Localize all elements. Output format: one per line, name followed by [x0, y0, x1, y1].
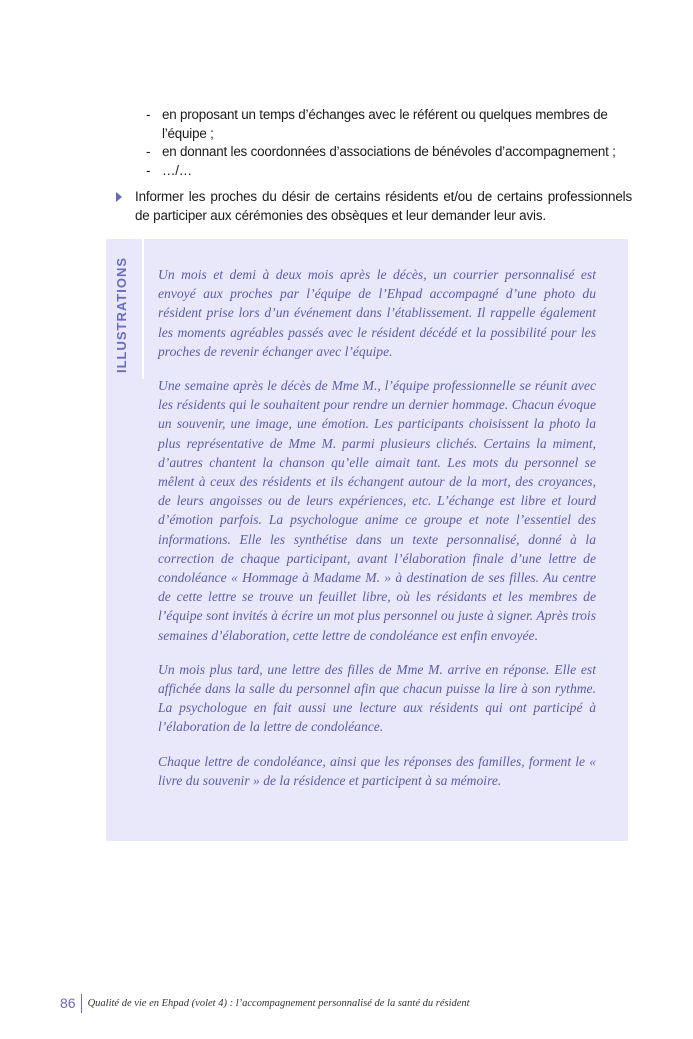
triangle-bullet-icon — [116, 187, 135, 225]
list-item-text: en proposant un temps d’échanges avec le référent ou quelques membres de l’équipe ; — [162, 107, 608, 141]
illustrations-body — [158, 265, 596, 805]
footer-title: Qualité de vie en Ehpad (volet 4) : l’accompagnement personnalisé de la santé du résident — [87, 997, 470, 1009]
dash-list — [146, 106, 632, 180]
dash-mark: - — [146, 144, 151, 159]
illustration-paragraph: Chaque lettre de condoléance, ainsi que les réponses des familles, forment le « livre du souvenir » de la résidence et participent à sa mémoire. — [158, 753, 596, 788]
list-item — [146, 106, 632, 143]
dash-mark: - — [146, 107, 151, 122]
bullet-point — [116, 187, 632, 225]
list-item — [146, 143, 632, 162]
page-footer — [60, 993, 470, 1013]
dash-mark: - — [146, 162, 151, 178]
list-item-text: …/… — [162, 162, 192, 178]
divider — [142, 239, 144, 379]
list-item — [146, 162, 632, 181]
illustrations-side-panel — [106, 239, 141, 379]
bullet-text: Informer les proches du désir de certains résidents et/ou de certains professionnels de participer aux cérémonies des obsèques et leur demander leur avis. — [135, 189, 632, 223]
illustration-paragraph: Un mois plus tard, une lettre des filles de Mme M. arrive en réponse. Elle est affichée dans la salle du personnel afin que chacun puisse la lire à son rythme. La psychologue en fait aussi une lecture aux résidents qui ont participé à l’élaboration de la lettre de condoléance. — [158, 661, 596, 735]
footer-divider — [81, 994, 82, 1013]
illustrations-label: ILLUSTRATIONS — [114, 256, 129, 373]
illustrations-box — [106, 239, 628, 841]
illustration-paragraph: Une semaine après le décès de Mme M., l’équipe professionnelle se réunit avec les résidents qui le souhaitent pour rendre un dernier hommage. Chacun évoque un souvenir, une image, une émotion. Les participants choisissent la photo la plus représentative de Mme M. parmi plusieurs clichés. Certains la miment, d’autres chantent la chanson qu’elle aimait tant. Les mots du personnel se mêlent à ceux des résidents et ils échangent autour de la mort, des croyances, de leurs angoisses ou de leurs expériences, etc. L’échange est libre et lourd d’émotion parfois. La psychologue anime ce groupe et note l’essentiel des informations. Elle les synthétise dans un texte personnalisé, donné à la correction de chaque participant, avant l’élaboration finale d’une lettre de condoléance « Hommage à Madame M. » à destination de ses filles. Au centre de cette lettre se trouve un feuillet libre, où les résidants et les membres de l’équipe sont invités à écrire un mot plus personnel ou juste à signer. Après trois semaines d’élaboration, cette lettre de condoléance est enfin envoyée. — [158, 378, 596, 643]
page-number: 86 — [60, 995, 76, 1011]
list-item-text: en donnant les coordonnées d’associations de bénévoles d’accompagnement ; — [162, 144, 616, 159]
illustration-paragraph: Un mois et demi à deux mois après le décès, un courrier personnalisé est envoyé aux proches par l’équipe de l’Ehpad accompagné d’une photo du résident prise lors d’un événement dans l’établissement. Il rappelle également les moments agréables passés avec le résident décédé et la possibilité pour les proches de revenir échanger avec l’équipe. — [158, 267, 596, 359]
